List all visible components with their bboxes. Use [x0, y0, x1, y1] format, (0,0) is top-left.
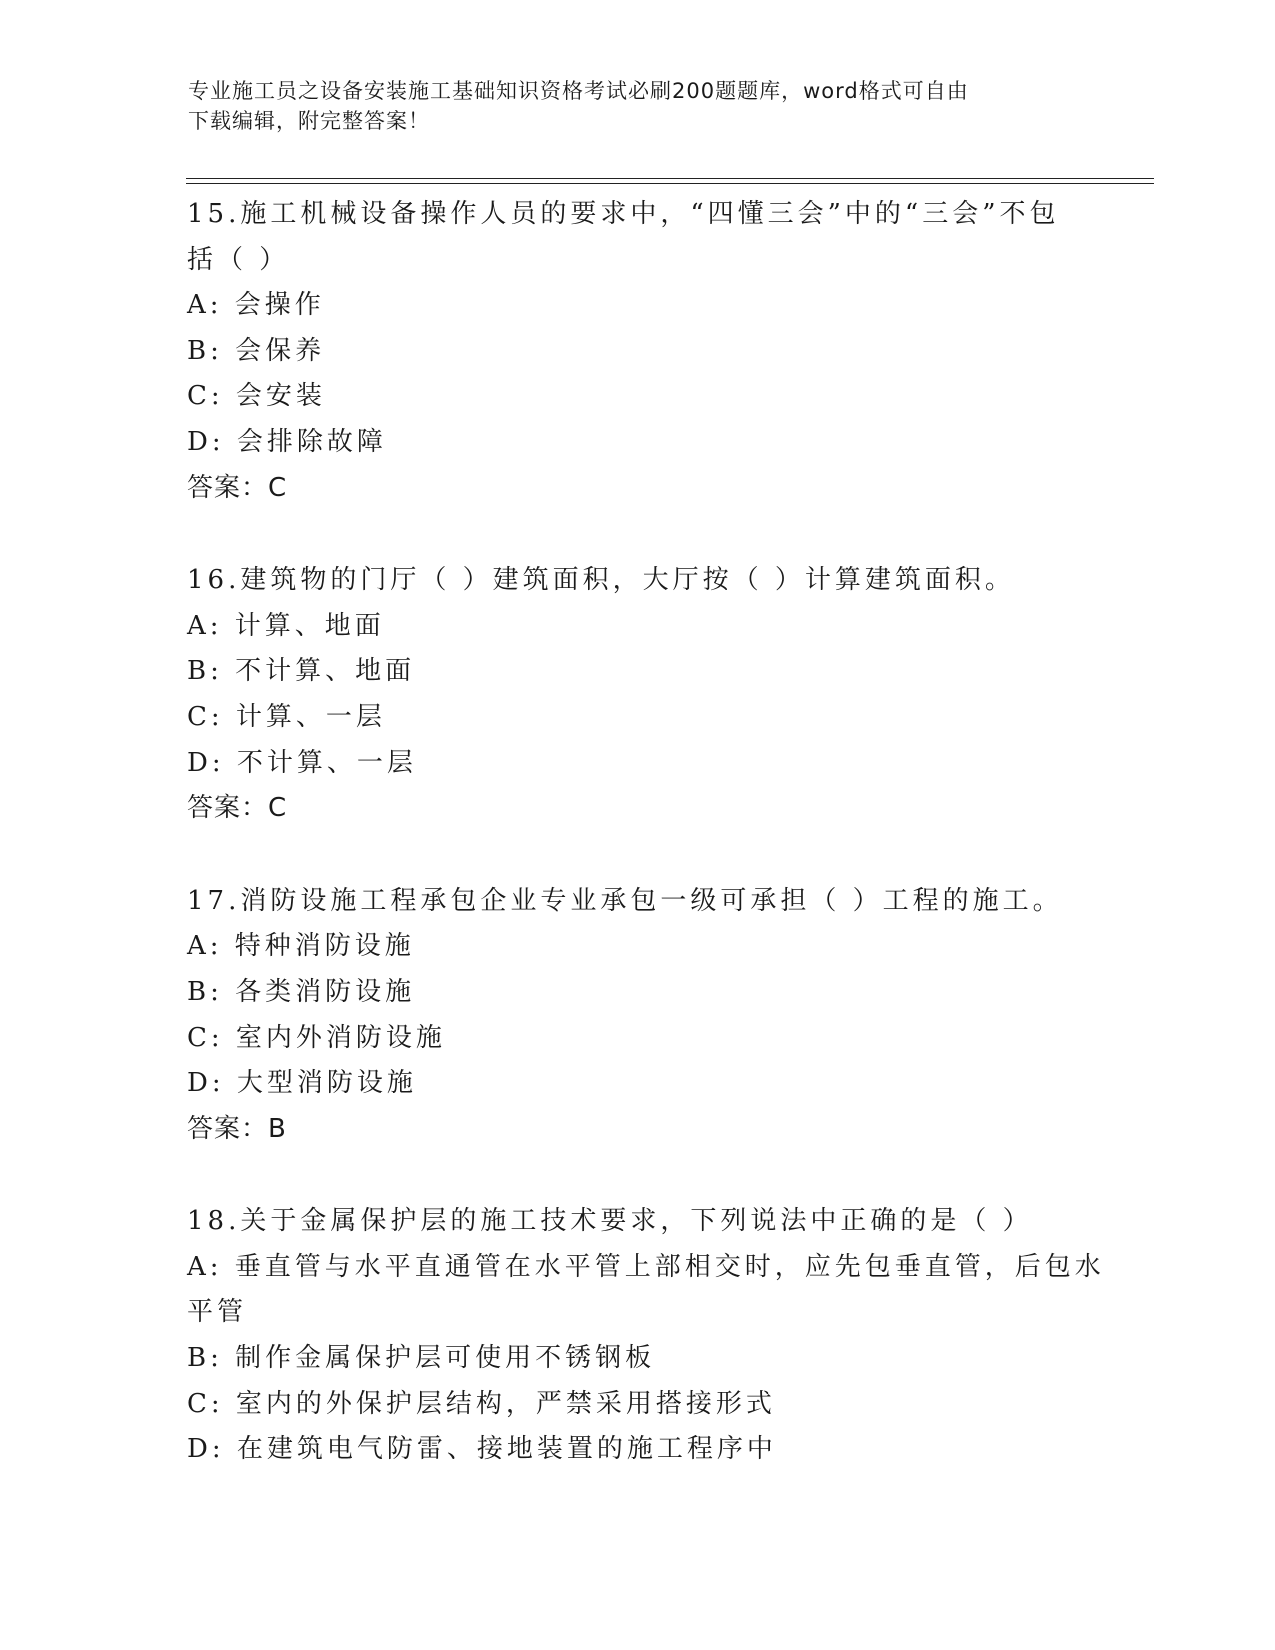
- option-a: A: 垂直管与水平直通管在水平管上部相交时，应先包垂直管，后包水 平管: [187, 1251, 1105, 1328]
- option-a: A: 会操作: [187, 290, 325, 321]
- question-stem: 16.建筑物的门厅（ ）建筑面积，大厅按（ ）计算建筑面积。: [187, 565, 1015, 596]
- option-b: B: 会保养: [187, 335, 326, 366]
- document-header: [188, 76, 1068, 136]
- answer: 答案：C: [187, 793, 288, 824]
- option-d: D: 在建筑电气防雷、接地装置的施工程序中: [187, 1434, 777, 1465]
- answer: 答案：B: [187, 1113, 287, 1144]
- option-a: A: 计算、地面: [187, 610, 385, 641]
- header-line: 专业施工员之设备安装施工基础知识资格考试必刷200题题库，word格式可自由: [188, 79, 969, 103]
- question-16: [187, 558, 1087, 832]
- option-d: D: 不计算、一层: [187, 747, 417, 778]
- header-divider: [186, 178, 1154, 179]
- option-d: D: 会排除故障: [187, 426, 387, 457]
- question-stem: 17.消防设施工程承包企业专业承包一级可承担（ ）工程的施工。: [187, 885, 1063, 916]
- question-17: [187, 879, 1087, 1153]
- option-c: C: 会安装: [187, 381, 326, 412]
- option-b: B: 制作金属保护层可使用不锈钢板: [187, 1343, 656, 1374]
- question-stem: 18.关于金属保护层的施工技术要求，下列说法中正确的是（ ）: [187, 1206, 1033, 1237]
- header-divider: [186, 183, 1154, 184]
- option-c: C: 计算、一层: [187, 701, 386, 732]
- option-c: C: 室内外消防设施: [187, 1022, 446, 1053]
- header-line: 下载编辑，附完整答案！: [188, 109, 430, 133]
- option-a: A: 特种消防设施: [187, 931, 415, 962]
- question-list: [187, 192, 1105, 1520]
- question-15: [187, 192, 1087, 511]
- option-b: B: 不计算、地面: [187, 656, 416, 687]
- question-stem: 15.施工机械设备操作人员的要求中，“四懂三会”中的“三会”不包 括（ ）: [187, 199, 1060, 275]
- option-d: D: 大型消防设施: [187, 1068, 417, 1099]
- question-18: [187, 1199, 1105, 1473]
- option-b: B: 各类消防设施: [187, 976, 416, 1007]
- option-c: C: 室内的外保护层结构，严禁采用搭接形式: [187, 1388, 776, 1419]
- answer: 答案：C: [187, 472, 288, 503]
